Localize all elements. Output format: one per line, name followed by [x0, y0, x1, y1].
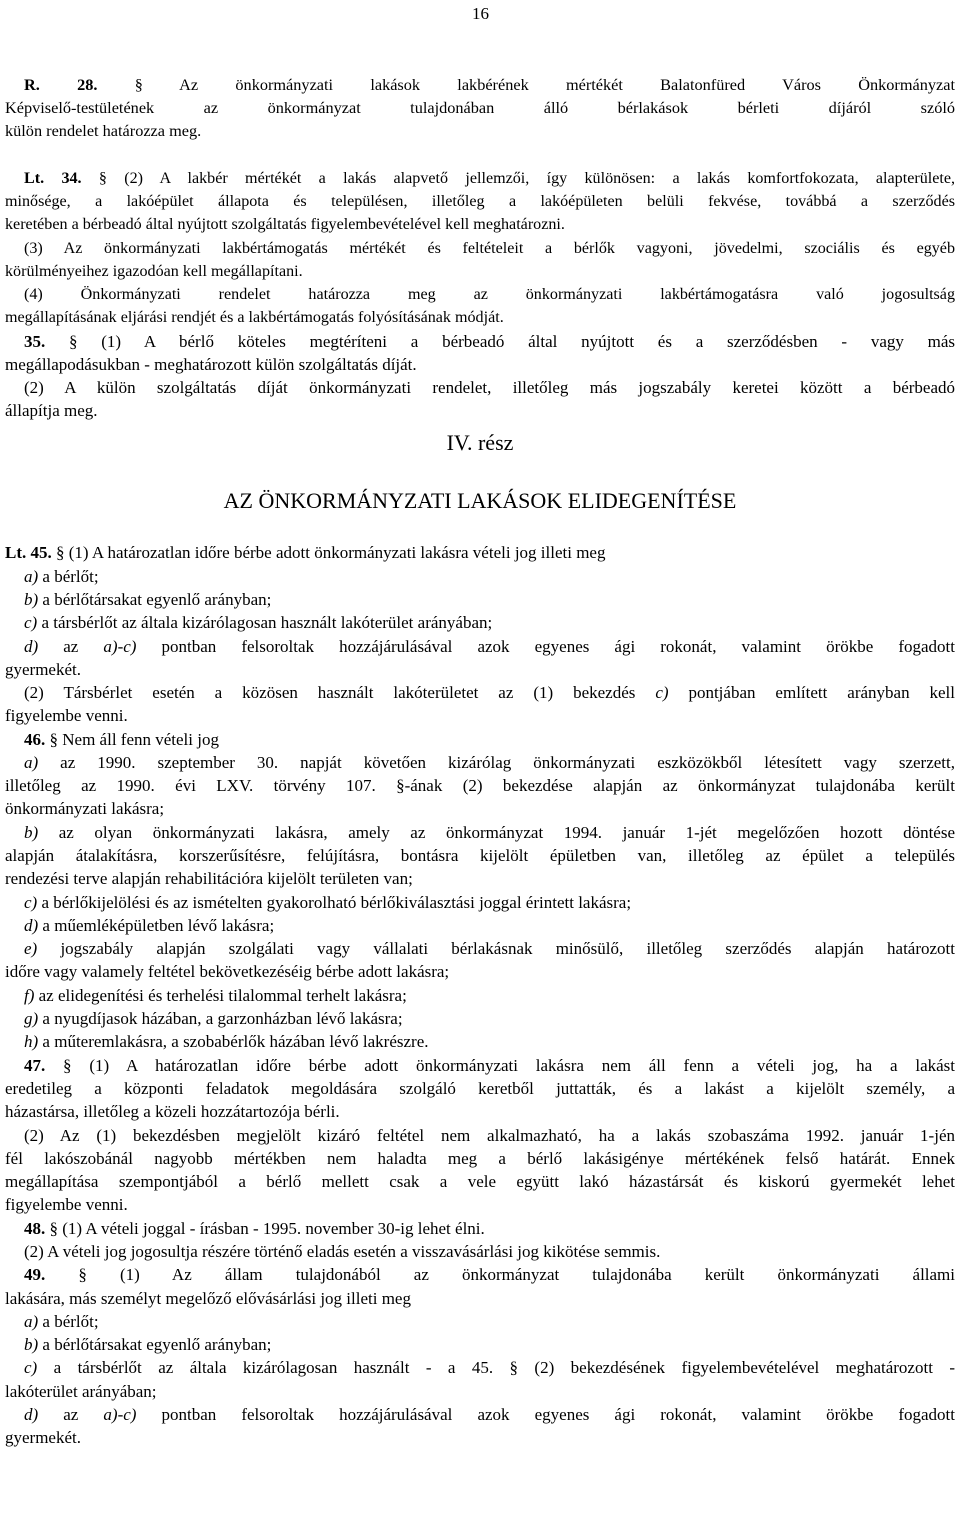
- text-run: a műteremlakásra, a szobabérlők házában lévő lakrészre.: [38, 1032, 429, 1051]
- text-line: [24, 1403, 955, 1426]
- text-line: [5, 119, 955, 142]
- text-line: [5, 190, 955, 213]
- text-line: [5, 960, 955, 983]
- text-line: [5, 867, 955, 890]
- text-line: [24, 984, 955, 1007]
- section-number: 48.: [24, 1219, 50, 1238]
- text-run: § (1) Az állam tulajdonából az önkormányzat tulajdonába került önkormányzati állami: [78, 1265, 956, 1284]
- text-run: (2) A vételi jog jogosultja részére történő eladás esetén a visszavásárlási jog kikötése semmis.: [24, 1242, 661, 1261]
- text-run: pontban felsoroltak hozzájárulásával azok egyenes ági rokonát, valamint örökbe fogadott: [136, 637, 955, 656]
- text-line: [24, 937, 955, 960]
- item-letter: b): [24, 823, 39, 842]
- text-run: körülményeihez igazodóan kell megállapítani.: [5, 263, 303, 280]
- text-run: minősége, a lakóépület állapota és településen, illetőleg a lakóépületen belüli fekvése, továbbá a szerződés: [5, 193, 955, 210]
- section-number: Lt. 45.: [5, 543, 56, 562]
- text-run: gyermekét.: [5, 1428, 81, 1447]
- text-run: figyelembe venni.: [5, 1195, 128, 1214]
- text-line: [5, 96, 955, 119]
- text-line: [24, 1310, 955, 1333]
- section-number: Lt. 34.: [24, 170, 99, 187]
- item-letter: d): [24, 1405, 39, 1424]
- text-run: megállapodásukban - meghatározott külön szolgáltatás díját.: [5, 355, 417, 374]
- text-line: [5, 353, 955, 376]
- item-letter: c): [24, 893, 38, 912]
- text-line: [24, 565, 955, 588]
- item-letter: b): [24, 590, 39, 609]
- text-run: gyermekét.: [5, 660, 81, 679]
- item-letter: a): [24, 753, 39, 772]
- text-run: önkormányzati lakásra;: [5, 799, 165, 818]
- text-line: [5, 774, 955, 797]
- text-line: [5, 704, 955, 727]
- text-run: pontban felsoroltak hozzájárulásával azok egyenes ági rokonát, valamint örökbe fogadott: [136, 1405, 955, 1424]
- text-line: [24, 1263, 955, 1286]
- text-run: (4) Önkormányzati rendelet határozza meg az önkormányzati lakbértámogatásra való jogosultság: [24, 286, 955, 303]
- text-line: [24, 73, 955, 96]
- text-line: [5, 1147, 955, 1170]
- text-line: [24, 1356, 955, 1379]
- text-line: [24, 751, 955, 774]
- item-letter: a)-c): [103, 1405, 137, 1424]
- text-run: a műemléképületben lévő lakásra;: [38, 916, 275, 935]
- text-run: eredetileg a központi feladatok megoldására szolgáló keretből juttatták, és a lakást a kijelölt személy, a: [5, 1079, 955, 1098]
- text-line: [24, 237, 955, 260]
- item-letter: d): [24, 916, 39, 935]
- text-run: a társbérlőt az általa kizárólagosan használt - a 45. § (2) bekezdésének figyelembevételével meghatározott -: [37, 1358, 955, 1377]
- text-line: [24, 681, 955, 704]
- text-run: § (1) A vételi joggal - írásban - 1995. november 30-ig lehet élni.: [49, 1219, 485, 1238]
- section-number: 47.: [24, 1056, 64, 1075]
- text-line: [24, 891, 955, 914]
- item-letter: b): [24, 1335, 39, 1354]
- text-line: [5, 1426, 955, 1449]
- text-line: [5, 797, 955, 820]
- text-run: lakóterület arányában;: [5, 1382, 157, 1401]
- item-letter: f): [24, 986, 35, 1005]
- text-run: az elidegenítési és terhelési tilalommal terhelt lakásra;: [34, 986, 407, 1005]
- page-number: 16: [472, 4, 489, 23]
- text-run: pontjában említett arányban kell: [668, 683, 956, 702]
- text-run: az olyan önkormányzati lakásra, amely az önkormányzat 1994. január 1-jét megelőzően hozott döntése: [38, 823, 955, 842]
- text-run: a bérlőtársakat egyenlő arányban;: [38, 1335, 272, 1354]
- text-run: a bérlőkijelölési és az ismételten gyakorolható bérlőkiválasztási joggal érintett lakásra;: [37, 893, 632, 912]
- text-line: [5, 260, 955, 283]
- text-run: Képviselő-testületének az önkormányzat tulajdonában álló bérlakások bérleti díjáról szóló: [5, 98, 955, 117]
- section-number: R. 28.: [24, 75, 135, 94]
- text-run: (2) A külön szolgáltatás díját önkormányzati rendelet, illetőleg más jogszabály keretei között a bérbeadó: [24, 378, 955, 397]
- text-line: [5, 1380, 955, 1403]
- text-run: (3) Az önkormányzati lakbértámogatás mértékét és feltételeit a bérlők vagyoni, jövedelmi, szociális és egyéb: [24, 240, 955, 257]
- text-run: megállapításának eljárási rendjét és a lakbértámogatás folyósításának módját.: [5, 309, 504, 326]
- item-letter: d): [24, 637, 39, 656]
- text-run: időre vagy valamely feltétel bekövetkezéséig bérbe adott lakásra;: [5, 962, 450, 981]
- text-line: [24, 1030, 955, 1053]
- item-letter: c): [24, 613, 38, 632]
- text-line: [24, 1333, 955, 1356]
- text-run: az: [38, 1405, 104, 1424]
- text-line: [5, 1287, 955, 1310]
- item-letter: a): [24, 567, 39, 586]
- text-run: (2) Az (1) bekezdésben megjelölt kizáró feltétel nem alkalmazható, ha a lakás szobaszáma 1992. január 1-jén: [24, 1126, 955, 1145]
- text-line: [5, 1193, 955, 1216]
- text-run: a nyugdíjasok házában, a garzonházban lévő lakásra;: [38, 1009, 403, 1028]
- item-letter: a): [24, 1312, 39, 1331]
- item-letter: h): [24, 1032, 39, 1051]
- text-line: [24, 914, 955, 937]
- text-run: § (1) A határozatlan időre bérbe adott önkormányzati lakásra vételi jog illeti meg: [56, 543, 606, 562]
- text-run: keretében a bérbeadó által nyújtott szolgáltatás figyelembevételével kell meghatározni.: [5, 216, 565, 233]
- part-heading: IV. rész: [446, 430, 514, 455]
- section-number: 49.: [24, 1265, 79, 1284]
- text-run: alapján átalakításra, korszerűsítésre, felújításra, bontásra kijelölt épületben van, illetőleg az épület a település: [5, 846, 955, 865]
- text-line: [5, 1077, 955, 1100]
- item-letter: c): [655, 683, 669, 702]
- text-run: az 1990. szeptember 30. napját követően kizárólag önkormányzati eszközökből létesített vagy szerzett,: [38, 753, 955, 772]
- text-line: [24, 588, 955, 611]
- text-run: a bérlőt;: [38, 1312, 99, 1331]
- text-run: állapítja meg.: [5, 401, 98, 420]
- text-line: [5, 1100, 955, 1123]
- text-run: megállapítása szempontjából a bérlő mellett csak a vele együtt lakó házastársát és kiskorú gyermekét lehet: [5, 1172, 955, 1191]
- text-run: § Nem áll fenn vételi jog: [49, 730, 219, 749]
- item-letter: e): [24, 939, 38, 958]
- item-letter: a)-c): [103, 637, 137, 656]
- text-line: [24, 821, 955, 844]
- text-run: § (1) A bérlő köteles megtéríteni a bérbeadó által nyújtott és a szerződésben - vagy más: [69, 332, 955, 351]
- text-run: figyelembe venni.: [5, 706, 128, 725]
- text-line: [5, 306, 955, 329]
- text-run: jogszabály alapján szolgálati vagy vállalati bérlakásnak minősülő, illetőleg szerződés alapján határozott: [37, 939, 955, 958]
- text-run: § Az önkormányzati lakások lakbérének mértékét Balatonfüred Város Önkormányzat: [134, 75, 955, 94]
- text-line: [24, 1124, 955, 1147]
- text-run: rendezési terve alapján rehabilitációra kijelölt területen van;: [5, 869, 413, 888]
- section-number: 35.: [24, 332, 70, 351]
- text-line: [24, 376, 955, 399]
- text-run: fél lakószobánál nagyobb mértékben nem haladta meg a bérlő lakásigénye mértékének felső határát. Ennek: [5, 1149, 955, 1168]
- item-letter: c): [24, 1358, 38, 1377]
- section-heading: AZ ÖNKORMÁNYZATI LAKÁSOK ELIDEGENÍTÉSE: [223, 488, 737, 513]
- section-number: 46.: [24, 730, 50, 749]
- text-line: [24, 1007, 955, 1030]
- text-line: [5, 844, 955, 867]
- text-line: [24, 167, 955, 190]
- text-line: [24, 1217, 955, 1240]
- text-run: § (1) A határozatlan időre bérbe adott önkormányzati lakásra nem áll fenn a vételi jog, ha a lakást: [63, 1056, 956, 1075]
- text-run: az: [38, 637, 104, 656]
- text-line: [5, 1170, 955, 1193]
- text-line: [24, 330, 955, 353]
- text-line: [5, 213, 955, 236]
- text-line: [24, 283, 955, 306]
- text-line: [24, 611, 955, 634]
- text-run: § (2) A lakbér mértékét a lakás alapvető jellemzői, így különösen: a lakás komfortfokozata, alapterülete,: [98, 170, 955, 187]
- text-run: a bérlőtársakat egyenlő arányban;: [38, 590, 272, 609]
- item-letter: g): [24, 1009, 39, 1028]
- text-run: házastársa, illetőleg a közeli hozzátartozója bérli.: [5, 1102, 340, 1121]
- text-run: külön rendelet határozza meg.: [5, 121, 202, 140]
- text-line: [24, 728, 955, 751]
- text-run: a bérlőt;: [38, 567, 99, 586]
- text-run: a társbérlőt az általa kizárólagosan használt lakóterület arányában;: [37, 613, 493, 632]
- text-run: (2) Társbérlet esetén a közösen használt lakóterületet az (1) bekezdés: [24, 683, 656, 702]
- text-line: [24, 1240, 955, 1263]
- text-line: [5, 658, 955, 681]
- text-line: [24, 1054, 955, 1077]
- text-run: lakására, más személyt megelőző elővásárlási jog illeti meg: [5, 1289, 411, 1308]
- text-line: [5, 399, 955, 422]
- text-run: illetőleg az 1990. évi LXV. törvény 107. §-ának (2) bekezdése alapján az önkormányzat tulajdonába került: [5, 776, 955, 795]
- text-line: [5, 541, 955, 564]
- text-line: [24, 635, 955, 658]
